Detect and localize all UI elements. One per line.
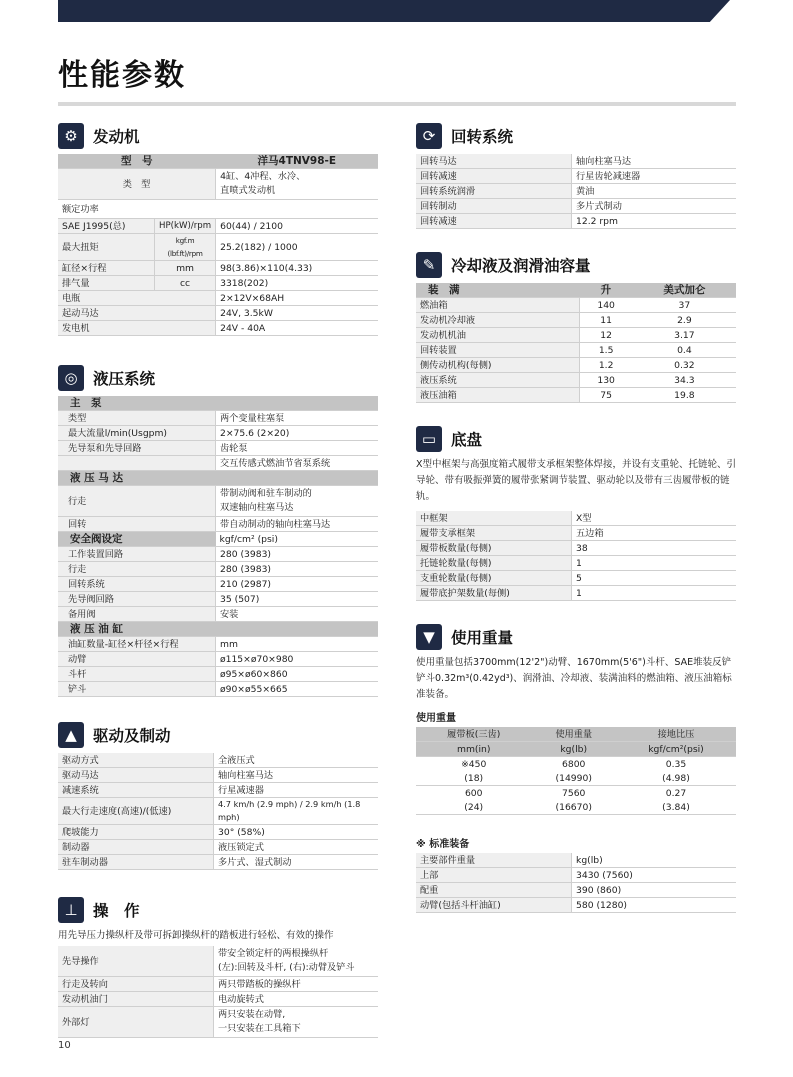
cell: 先导阀回路: [58, 592, 216, 607]
swing-table: [416, 154, 736, 229]
table-row: [58, 517, 378, 532]
cell: 带自动制动的轴向柱塞马达: [216, 517, 379, 532]
cell: 回转减速: [416, 214, 572, 229]
cell: 30° (58%): [214, 825, 379, 840]
hydraulic-title: 液压系统: [93, 370, 156, 388]
cell: 2×75.6 (2×20): [216, 426, 379, 441]
chassis-title: 底盘: [451, 431, 483, 449]
table-row: [416, 328, 736, 343]
right-column: [416, 122, 736, 913]
coolant-table: [416, 283, 736, 403]
table-row: [58, 1007, 378, 1038]
cell: 燃油箱: [416, 298, 579, 313]
cell: 行走: [58, 486, 216, 517]
table-row: [58, 652, 378, 667]
table-row: [58, 992, 378, 1007]
cell: 12.2 rpm: [572, 214, 737, 229]
type-label: 类 型: [58, 169, 216, 200]
cell: 液压锁定式: [214, 840, 379, 855]
cell: 轴向柱塞马达: [572, 154, 737, 169]
table-row: [416, 898, 736, 913]
cell: 12: [579, 328, 633, 343]
table-row: [58, 637, 378, 652]
cell: X型: [572, 511, 737, 526]
cell: 黄油: [572, 184, 737, 199]
liter-header: 升: [579, 283, 633, 298]
cell: [58, 456, 216, 471]
pressure-unit: kgf/cm²(psi): [616, 742, 736, 757]
engine-section-header: [58, 122, 378, 150]
table-row: [58, 291, 378, 306]
cell: 60(44) / 2100: [216, 219, 378, 234]
left-column: [58, 122, 378, 1038]
table-row: [416, 800, 736, 815]
cell: 制动器: [58, 840, 214, 855]
gauge-icon: ◎: [58, 365, 84, 391]
table-row: [58, 753, 378, 768]
rated-power-label: 额定功率: [58, 200, 378, 219]
cell: 11: [579, 313, 633, 328]
cell: 交互传感式燃油节省泵系统: [216, 456, 379, 471]
cell: 两只带踏板的操纵杆: [214, 977, 379, 992]
cell: 轴向柱塞马达: [214, 768, 379, 783]
cell: ø115×ø70×980: [216, 652, 379, 667]
cell: 驻车制动器: [58, 855, 214, 870]
cell: 动臂(包括斗杆油缸): [416, 898, 572, 913]
operation-section-header: [58, 896, 378, 924]
cell: 4.7 km/h (2.9 mph) / 2.9 km/h (1.8 mph): [214, 798, 379, 825]
weight-section-header: [416, 623, 736, 651]
cell: 多片式制动: [572, 199, 737, 214]
cell: 回转: [58, 517, 216, 532]
cell: 0.27: [665, 787, 687, 799]
cell: 回转装置: [416, 343, 579, 358]
table-row: [58, 798, 378, 825]
table-row: [58, 977, 378, 992]
cell: (16670): [531, 800, 616, 815]
drive-title: 驱动及制动: [93, 727, 171, 745]
table-row: [416, 184, 736, 199]
rotate-icon: ⟳: [416, 123, 442, 149]
cell: 2×12V×68AH: [216, 291, 378, 306]
cell: 缸径×行程: [58, 261, 155, 276]
operation-table: [58, 946, 378, 1038]
cell: mm: [216, 637, 379, 652]
cell: 减速系统: [58, 783, 214, 798]
cell: mm: [155, 261, 216, 276]
hydraulic-table: [58, 396, 378, 697]
table-row: [416, 298, 736, 313]
cell: 油缸数量-缸径×杆径×行程: [58, 637, 216, 652]
cell: 1.2: [579, 358, 633, 373]
motor-bar: 液 压 马 达: [58, 471, 378, 486]
cell: [214, 1007, 379, 1038]
cell: 140: [579, 298, 633, 313]
cell: 130: [579, 373, 633, 388]
cell: 上部: [416, 868, 572, 883]
pilot-value-line2: (左):回转及斗杆, (右):动臂及铲斗: [218, 962, 355, 973]
standard-equipment-title: ※ 标准装备: [416, 839, 470, 850]
table-row: [416, 883, 736, 898]
table-row: [58, 577, 378, 592]
cell: cc: [155, 276, 216, 291]
table-row: [58, 486, 378, 517]
cylinder-bar: 液 压 油 缸: [58, 622, 378, 637]
fill-header: 装 满: [416, 283, 579, 298]
table-row: [58, 607, 378, 622]
weight-header: 使用重量: [531, 727, 616, 742]
cell: 驱动方式: [58, 753, 214, 768]
weight-table: [416, 727, 736, 815]
table-row: [416, 154, 736, 169]
cell: (24): [416, 800, 531, 815]
type-value-line1: 4缸、4冲程、水冷、: [220, 171, 306, 182]
cell: 先导操作: [58, 946, 214, 977]
chassis-section-header: [416, 425, 736, 453]
cell: 24V - 40A: [216, 321, 378, 336]
weight-title: 使用重量: [451, 629, 514, 647]
shoe-header: 履带板(三齿): [416, 727, 531, 742]
cell: 25.2(182) / 1000: [216, 234, 378, 261]
chassis-description: X型中框架与高强度箱式履带支承框架整体焊接，并设有支重轮、托链轮、引导轮、带有吸振弹簧的履带张紧调节装置、驱动轮以及带有三齿履带板的链轨。: [416, 459, 737, 502]
table-row: [58, 592, 378, 607]
shoe-unit: mm(in): [416, 742, 531, 757]
table-row: [416, 214, 736, 229]
cell: 主要部件重量: [416, 853, 572, 868]
table-row: [416, 373, 736, 388]
cell: 最大行走速度(高速)/(低速): [58, 798, 214, 825]
cell: HP(kW)/rpm: [155, 219, 216, 234]
cell: 回转减速: [416, 169, 572, 184]
table-row: [58, 456, 378, 471]
table-row: [416, 169, 736, 184]
cell: ø95×ø60×860: [216, 667, 379, 682]
table-row: [416, 571, 736, 586]
table-row: [58, 234, 378, 261]
cell: (4.98): [616, 771, 736, 786]
operation-intro: 用先导压力操纵杆及带可拆卸操纵杆的踏板进行轻松、有效的操作: [58, 930, 334, 941]
table-row: [58, 840, 378, 855]
gallon-header: 美式加仑: [633, 283, 736, 298]
cell: 全液压式: [214, 753, 379, 768]
cell: (18): [416, 771, 531, 786]
cell: 2.9: [633, 313, 736, 328]
table-row: [416, 343, 736, 358]
table-row: [416, 526, 736, 541]
cell: 多片式、湿式制动: [214, 855, 379, 870]
cell: 280 (3983): [216, 562, 379, 577]
cell: kgf.m (lbf.ft)/rpm: [155, 234, 216, 261]
table-row: [58, 825, 378, 840]
weight-icon: ▼: [416, 624, 442, 650]
cell: [216, 486, 379, 517]
engine-title: 发动机: [93, 128, 140, 146]
cell: 履带底护架数量(每侧): [416, 586, 572, 601]
table-row: [416, 388, 736, 403]
cell: [214, 946, 379, 977]
cell: 3430 (7560): [572, 868, 737, 883]
cell: 1: [572, 556, 737, 571]
cell: 中框架: [416, 511, 572, 526]
cell: 液压系统: [416, 373, 579, 388]
table-row: [58, 441, 378, 456]
weight-subtitle: 使用重量: [416, 713, 456, 724]
table-row: [58, 783, 378, 798]
table-row: [416, 586, 736, 601]
drive-table: [58, 753, 378, 870]
cell: 行走: [58, 562, 216, 577]
lamp-value-line2: 一只安装在工具箱下: [218, 1023, 301, 1034]
cell: 行走及转向: [58, 977, 214, 992]
cell: 7560: [562, 787, 586, 799]
cell: 行星齿轮减速器: [572, 169, 737, 184]
travel-value-line2: 双速轴向柱塞马达: [220, 502, 294, 513]
cell: 电瓶: [58, 291, 216, 306]
cell: 最大流量l/min(Usgpm): [58, 426, 216, 441]
cell: 配重: [416, 883, 572, 898]
cell: 24V, 3.5kW: [216, 306, 378, 321]
engine-icon: ⚙: [58, 123, 84, 149]
table-row: [58, 855, 378, 870]
travel-value-line1: 带制动阀和驻车制动的: [220, 488, 312, 499]
table-row: [416, 358, 736, 373]
cell: 先导泵和先导回路: [58, 441, 216, 456]
page-title: 性能参数: [58, 58, 186, 93]
cell: SAE J1995(总): [58, 219, 155, 234]
cell: 斗杆: [58, 667, 216, 682]
cell: 回转马达: [416, 154, 572, 169]
cell: 履带支承框架: [416, 526, 572, 541]
table-row: [58, 547, 378, 562]
cell: 驱动马达: [58, 768, 214, 783]
table-row: [416, 313, 736, 328]
cell: 600: [464, 787, 483, 799]
main-pump-bar: 主 泵: [58, 396, 378, 411]
coolant-section-header: [416, 251, 736, 279]
cell: 0.35: [665, 758, 687, 770]
cell: 38: [572, 541, 737, 556]
cell: 回转系统: [58, 577, 216, 592]
operation-title: 操 作: [93, 902, 140, 920]
type-value: [216, 169, 378, 200]
cell: 37: [633, 298, 736, 313]
cell: 动臂: [58, 652, 216, 667]
cell: 3318(202): [216, 276, 378, 291]
standard-equipment-table: [416, 853, 736, 913]
cell: 280 (3983): [216, 547, 379, 562]
cell: 排气量: [58, 276, 155, 291]
page-number: 10: [58, 1040, 71, 1051]
table-row: [416, 511, 736, 526]
cell: ※450: [461, 758, 487, 770]
table-row: [58, 562, 378, 577]
hydraulic-section-header: [58, 364, 378, 392]
table-row: [416, 853, 736, 868]
pressure-header: 接地比压: [616, 727, 736, 742]
table-row: [58, 682, 378, 697]
table-row: [416, 541, 736, 556]
cell: (3.84): [616, 800, 736, 815]
header-bar: [58, 0, 730, 22]
oil-can-icon: ✎: [416, 252, 442, 278]
table-row: [58, 321, 378, 336]
relief-unit: kgf/cm² (psi): [216, 532, 379, 547]
title-divider: [58, 102, 736, 106]
cell: 发电机: [58, 321, 216, 336]
table-row: [58, 411, 378, 426]
cell: 回转系统润滑: [416, 184, 572, 199]
relief-bar: 安全阀设定: [58, 532, 216, 547]
model-label: 型 号: [58, 154, 216, 169]
cell: 安装: [216, 607, 379, 622]
cell: 34.3: [633, 373, 736, 388]
cell: 390 (860): [572, 883, 737, 898]
cell: 工作装置回路: [58, 547, 216, 562]
cell: 行星减速器: [214, 783, 379, 798]
cell: 1: [572, 586, 737, 601]
lever-icon: ⊥: [58, 897, 84, 923]
cell: 210 (2987): [216, 577, 379, 592]
cell: 最大扭矩: [58, 234, 155, 261]
table-row: [58, 667, 378, 682]
cell: 爬坡能力: [58, 825, 214, 840]
weight-description: 使用重量包括3700mm(12'2")动臂、1670mm(5'6")斗杆、SAE堆装反铲铲斗0.32m³(0.42yd³)、润滑油、冷却液、装满油料的燃油箱、液压油箱标准装备。: [416, 657, 732, 700]
model-value: 洋马4TNV98-E: [216, 154, 378, 169]
cell: ø90×ø55×665: [216, 682, 379, 697]
table-row: [58, 768, 378, 783]
pilot-value-line1: 带安全锁定杆的两根操纵杆: [218, 948, 329, 959]
cell: 履带板数量(每侧): [416, 541, 572, 556]
cell: (14990): [531, 771, 616, 786]
cell: 19.8: [633, 388, 736, 403]
cell: 98(3.86)×110(4.33): [216, 261, 378, 276]
cell: 铲斗: [58, 682, 216, 697]
drive-section-header: [58, 721, 378, 749]
table-row: [416, 556, 736, 571]
cell: 两个变量柱塞泵: [216, 411, 379, 426]
table-row: [58, 219, 378, 234]
table-row: [416, 199, 736, 214]
cell: 备用阀: [58, 607, 216, 622]
table-row: [416, 771, 736, 786]
swing-title: 回转系统: [451, 128, 514, 146]
table-row: [58, 261, 378, 276]
cell: 发动机油门: [58, 992, 214, 1007]
cell: 五边箱: [572, 526, 737, 541]
cell: 托链轮数量(每侧): [416, 556, 572, 571]
cell: 齿轮泵: [216, 441, 379, 456]
cell: 发动机机油: [416, 328, 579, 343]
table-row: [58, 276, 378, 291]
cell: 6800: [562, 758, 586, 770]
cell: 580 (1280): [572, 898, 737, 913]
cell: 0.4: [633, 343, 736, 358]
cell: 起动马达: [58, 306, 216, 321]
weight-unit: kg(lb): [531, 742, 616, 757]
table-row: [58, 946, 378, 977]
cell: 发动机冷却液: [416, 313, 579, 328]
table-row: [416, 786, 736, 801]
table-row: [58, 426, 378, 441]
chassis-table: [416, 511, 736, 601]
engine-table: [58, 154, 378, 336]
cell: 回转制动: [416, 199, 572, 214]
coolant-title: 冷却液及润滑油容量: [451, 257, 591, 275]
table-row: [58, 306, 378, 321]
cell: 3.17: [633, 328, 736, 343]
track-icon: ▭: [416, 426, 442, 452]
cell: 支重轮数量(每侧): [416, 571, 572, 586]
cell: 0.32: [633, 358, 736, 373]
table-row: [416, 868, 736, 883]
cell: kg(lb): [572, 853, 737, 868]
type-value-line2: 直喷式发动机: [220, 185, 276, 196]
cell: 5: [572, 571, 737, 586]
cell: 侧传动机构(每侧): [416, 358, 579, 373]
cell: 电动旋转式: [214, 992, 379, 1007]
lamp-value-line1: 两只安装在动臂,: [218, 1009, 286, 1020]
cell: 液压油箱: [416, 388, 579, 403]
cell: 类型: [58, 411, 216, 426]
table-row: [416, 757, 736, 772]
cell: 外部灯: [58, 1007, 214, 1038]
cell: 75: [579, 388, 633, 403]
crawler-icon: ▲: [58, 722, 84, 748]
cell: 35 (507): [216, 592, 379, 607]
swing-section-header: [416, 122, 736, 150]
cell: 1.5: [579, 343, 633, 358]
